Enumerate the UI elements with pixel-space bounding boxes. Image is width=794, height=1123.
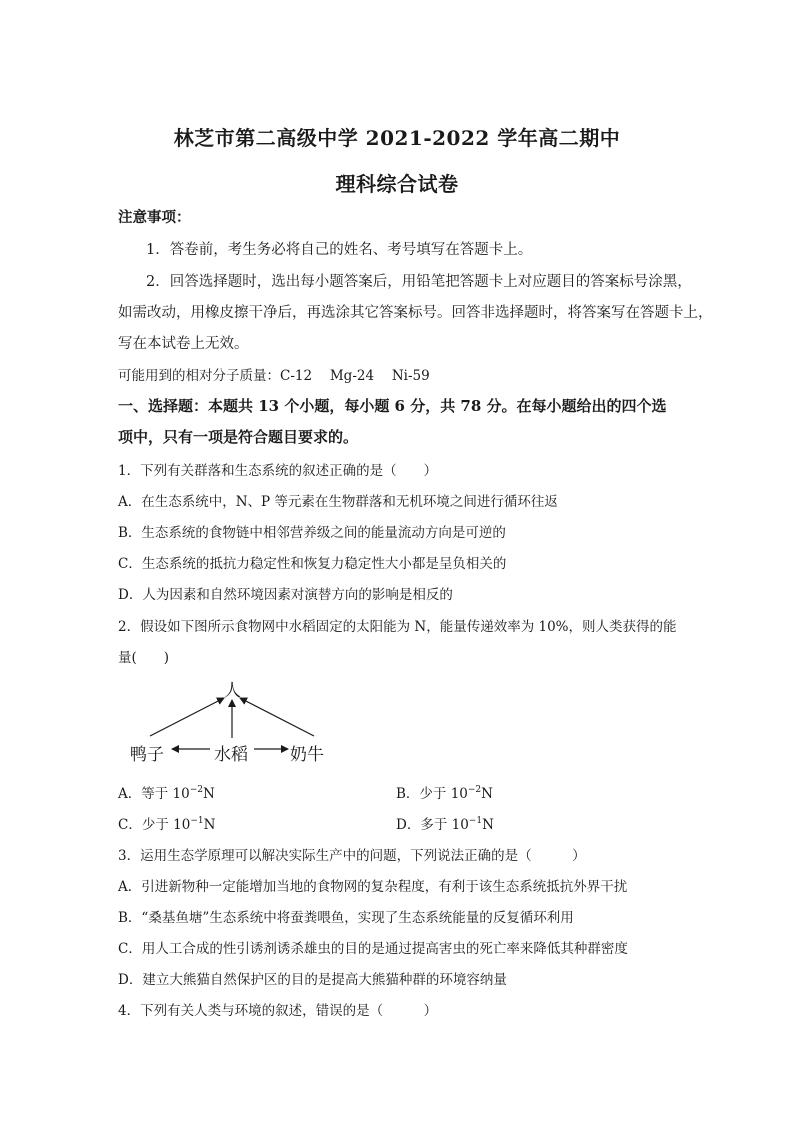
option-b-exponent: −2: [467, 785, 482, 795]
question-1-option-a: A．在生态系统中，N、P 等元素在生物群落和无机环境之间进行循环往返: [118, 494, 558, 510]
question-3-option-c: C．用人工合成的性引诱剂诱杀雄虫的目的是通过提高害虫的死亡率来降低其种群密度: [118, 941, 628, 957]
question-2-option-b: [396, 782, 493, 802]
question-1-option-c: C．生态系统的抵抗力稳定性和恢复力稳定性大小都是呈负相关的: [118, 556, 507, 572]
node-rice: 水稻: [214, 745, 248, 765]
exam-title: 林芝市第二高级中学 2021-2022 学年高二期中: [173, 126, 621, 150]
arrow-cow-to-human: [240, 698, 314, 736]
question-3-option-d: D．建立大熊猫自然保护区的目的是提高大熊猫种群的环境容纳量: [118, 972, 507, 988]
node-human: 人: [224, 681, 241, 701]
food-web-diagram: [118, 676, 358, 766]
question-3-stem: 3．运用生态学原理可以解决实际生产中的问题，下列说法正确的是（ ）: [118, 848, 586, 864]
question-2-stem-line-2: 量( ): [118, 650, 170, 666]
option-c-text: C．少于 10: [118, 817, 191, 833]
question-1-option-b: B．生态系统的食物链中相邻营养级之间的能量流动方向是可逆的: [118, 525, 506, 541]
exam-subtitle: 理科综合试卷: [335, 172, 459, 196]
option-b-unit: N: [481, 786, 493, 802]
node-duck: 鸭子: [130, 745, 164, 765]
section-heading-line-2: 项中，只有一项是符合题目要求的。: [118, 428, 359, 446]
arrow-duck-to-human: [150, 698, 224, 736]
question-1-stem: 1．下列有关群落和生态系统的叙述正确的是（ ）: [118, 463, 438, 479]
notice-item-1: 1．答卷前，考生务必将自己的姓名、考号填写在答题卡上。: [146, 242, 533, 258]
notice-item-2-line-3: 写在本试卷上无效。: [118, 336, 249, 352]
question-3-option-b: B．“桑基鱼塘”生态系统中将蚕粪喂鱼，实现了生态系统能量的反复循环利用: [118, 910, 574, 926]
option-d-unit: N: [482, 817, 494, 833]
option-d-text: D．多于 10: [396, 817, 469, 833]
node-cow: 奶牛: [290, 745, 324, 765]
question-1-option-d: D．人为因素和自然环境因素对演替方向的影响是相反的: [118, 587, 453, 603]
option-a-unit: N: [203, 786, 215, 802]
notice-item-2-line-2: 如需改动，用橡皮擦干净后，再选涂其它答案标号。回答非选择题时，将答案写在答题卡上，: [118, 305, 713, 321]
notice-item-2-line-1: 2．回答选择题时，选出每小题答案后，用铅笔把答题卡上对应题目的答案标号涂黑，: [146, 274, 692, 290]
question-3-option-a: A．引进新物种一定能增加当地的食物网的复杂程度，有利于该生态系统抵抗外界干扰: [118, 879, 628, 895]
question-2-option-a: [118, 782, 215, 802]
option-d-exponent: −1: [468, 816, 483, 826]
molar-masses: 可能用到的相对分子质量：C-12 Mg-24 Ni-59: [118, 368, 430, 384]
question-2-stem-line-1: 2．假设如下图所示食物网中水稻固定的太阳能为 N，能量传递效率为 10%，则人类获得的能: [118, 619, 677, 635]
option-c-exponent: −1: [190, 816, 204, 826]
question-2-option-c: [118, 813, 215, 833]
question-4-stem: 4．下列有关人类与环境的叙述，错误的是（ ）: [118, 1003, 438, 1019]
option-a-text: A．等于 10: [118, 786, 190, 802]
option-b-text: B．少于 10: [396, 786, 468, 802]
notice-heading: 注意事项：: [118, 209, 191, 226]
question-2-option-d: [396, 813, 494, 833]
option-a-exponent: −2: [189, 785, 203, 795]
option-c-unit: N: [203, 817, 216, 833]
section-heading-line-1: 一、选择题：本题共 13 个小题，每小题 6 分，共 78 分。在每小题给出的四个选: [118, 397, 667, 415]
